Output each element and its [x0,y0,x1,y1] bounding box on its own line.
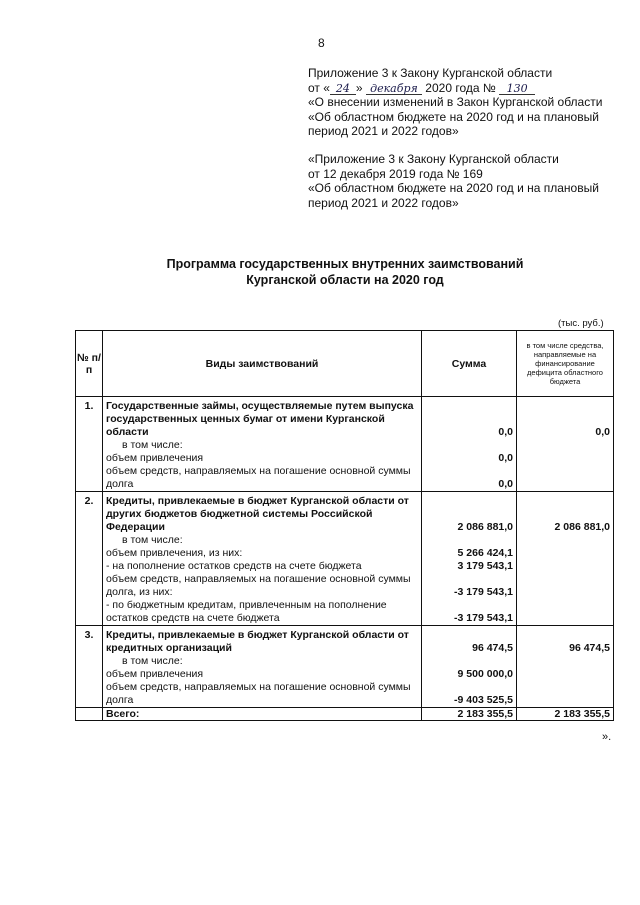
title-line-1: Программа государственных внутренних заимствований [166,257,524,271]
line-text: объем привлечения [106,668,204,680]
line-text: объем средств, направляемых на погашение основной суммы [106,465,411,477]
line-sum [424,573,513,586]
line-sum [424,465,513,478]
line-text: остатков средств на счете бюджета [106,612,280,624]
line-text: Кредиты, привлекаемые в бюджет Курганской области от [106,629,409,641]
page-number: 8 [318,36,325,50]
handwritten-day: 24 [330,83,356,95]
appendix-header [308,66,628,139]
line-deficit [519,629,610,642]
orig-appendix-line-3: «Об областном бюджете на 2020 год и на плановый [308,181,599,195]
line-deficit [519,400,610,413]
line-text: в том числе: [122,655,183,667]
line-text: - на пополнение остатков средств на счете бюджета [106,560,362,572]
line-sum [424,681,513,694]
row-number: 2. [76,492,103,626]
date-prefix: от « [308,80,330,95]
row-number: 1. [76,397,103,492]
original-appendix-header [308,152,628,210]
total-row [76,708,614,721]
line-sum: 5 266 424,1 [457,547,513,559]
line-deficit: 96 474,5 [569,642,610,654]
line-sum [424,599,513,612]
row-sum [422,397,517,492]
line-sum: -9 403 525,5 [454,694,513,706]
row-number: 3. [76,626,103,708]
handwritten-law-number: 130 [499,83,535,95]
row-deficit [517,492,614,626]
line-text: объем привлечения [106,452,204,464]
date-quote: » [355,80,363,95]
line-text: Государственные займы, осуществляемые путем выпуска [106,400,414,412]
line-sum: -3 179 543,1 [454,586,513,598]
line-sum [424,655,513,668]
table-body [76,397,614,721]
line-deficit [519,508,610,521]
orig-appendix-line-2: от 12 декабря 2019 года № 169 [308,166,483,181]
line-text: долга [106,478,134,490]
appendix-line-4: «Об областном бюджете на 2020 год и на плановый [308,109,599,124]
line-deficit: 2 086 881,0 [554,521,610,533]
line-sum [424,508,513,521]
line-sum: 0,0 [498,478,513,490]
line-text: объем средств, направляемых на погашение основной суммы [106,573,411,585]
line-sum [424,413,513,426]
table-row [76,397,614,492]
appendix-line-1: Приложение 3 к Закону Курганской области [308,66,553,80]
total-label: Всего: [103,708,422,721]
line-sum: 0,0 [498,452,513,464]
line-deficit [519,465,610,478]
total-deficit: 2 183 355,5 [517,708,614,721]
line-text: Кредиты, привлекаемые в бюджет Курганской области от [106,495,409,507]
row-sum [422,492,517,626]
line-deficit [519,560,610,573]
line-deficit [519,478,610,491]
line-deficit [519,495,610,508]
line-sum: -3 179 543,1 [454,612,513,624]
total-num [76,708,103,721]
line-text: - по бюджетным кредитам, привлеченным на пополнение [106,599,387,611]
appendix-date-line [308,81,628,96]
line-text: в том числе: [122,439,183,451]
row-sum [422,626,517,708]
header-deficit: в том числе средства, направляемые на финансирование дефицита областного бюджета [517,331,614,397]
line-sum: 9 500 000,0 [457,668,513,680]
line-sum [424,400,513,413]
line-deficit [519,668,610,681]
line-text: области [106,426,149,438]
line-text: государственных ценных бумаг от имени Курганской [106,413,385,425]
line-sum: 96 474,5 [472,642,513,654]
handwritten-month: декабря [366,83,422,95]
line-deficit [519,439,610,452]
line-text: долга [106,694,134,706]
line-text: кредитных организаций [106,642,232,654]
row-deficit [517,626,614,708]
units-label: (тыс. руб.) [558,318,604,329]
date-year-label: 2020 года № [425,80,496,95]
line-deficit [519,534,610,547]
orig-appendix-line-1: «Приложение 3 к Закону Курганской области [308,152,559,166]
header-sum: Сумма [422,331,517,397]
table-row [76,626,614,708]
line-deficit [519,573,610,586]
line-sum: 0,0 [498,426,513,438]
line-text: объем привлечения, из них: [106,547,243,559]
line-deficit [519,612,610,625]
line-deficit [519,413,610,426]
line-text: объем средств, направляемых на погашение основной суммы [106,681,411,693]
row-description [103,492,422,626]
line-deficit: 0,0 [595,426,610,438]
title-line-2: Курганской области на 2020 год [246,273,444,287]
line-deficit [519,586,610,599]
line-sum: 2 086 881,0 [457,521,513,533]
table-header-row [76,331,614,397]
total-sum: 2 183 355,5 [422,708,517,721]
line-text: других бюджетов бюджетной системы Российской [106,508,373,520]
line-text: Федерации [106,521,165,533]
table-row [76,492,614,626]
line-sum: 3 179 543,1 [457,560,513,572]
row-deficit [517,397,614,492]
header-type: Виды заимствований [103,331,422,397]
line-text: долга, из них: [106,586,173,598]
line-deficit [519,681,610,694]
orig-appendix-line-4: период 2021 и 2022 годов» [308,195,459,210]
row-description [103,397,422,492]
line-deficit [519,694,610,707]
row-description [103,626,422,708]
line-text: в том числе: [122,534,183,546]
line-sum [424,534,513,547]
line-deficit [519,599,610,612]
appendix-line-3: «О внесении изменений в Закон Курганской области [308,95,603,109]
line-sum [424,629,513,642]
line-sum [424,495,513,508]
closing-quote: ». [602,731,612,743]
borrowings-table [75,330,614,721]
line-deficit [519,547,610,560]
document-title [140,256,550,288]
line-sum [424,439,513,452]
header-num: № п/п [76,331,103,397]
appendix-line-5: период 2021 и 2022 годов» [308,124,459,138]
line-deficit [519,655,610,668]
line-deficit [519,452,610,465]
